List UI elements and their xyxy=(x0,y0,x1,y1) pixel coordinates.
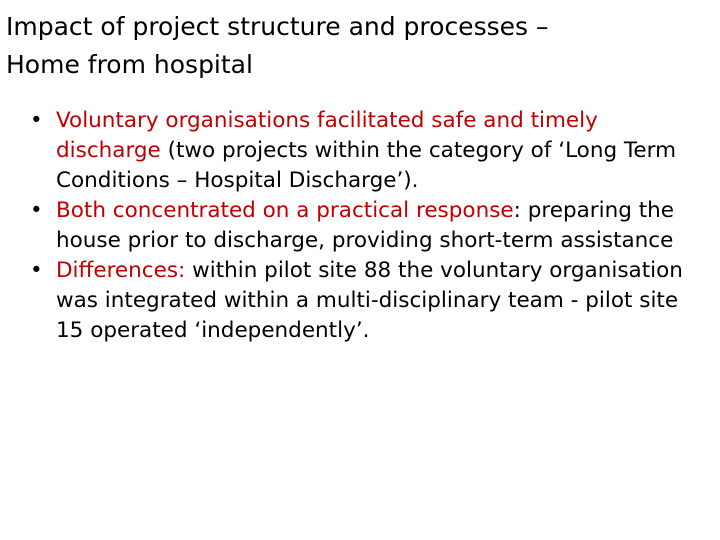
bullet-2-text: : preparing the house prior to discharge, providing short-term assistance xyxy=(56,198,674,253)
bullet-3-text: within pilot site 88 the voluntary organisation was integrated within a multi-disciplinary team - pilot site 15 operated ‘independently’. xyxy=(56,258,683,343)
slide-title xyxy=(6,8,711,84)
bullet-1-text: (two projects within the category of ‘Long Term Conditions – Hospital Discharge’). xyxy=(56,138,677,193)
title-line-2: Home from hospital xyxy=(6,50,253,79)
bullet-list xyxy=(30,106,706,346)
bullet-item-3 xyxy=(30,256,706,346)
bullet-dot-icon: • xyxy=(30,108,43,133)
bullet-item-1 xyxy=(30,106,706,196)
bullet-dot-icon: • xyxy=(30,258,43,283)
bullet-2-highlight: Both concentrated on a practical response xyxy=(56,198,514,223)
title-line-1: Impact of project structure and processes – xyxy=(6,12,549,41)
bullet-dot-icon: • xyxy=(30,198,43,223)
bullet-3-highlight: Differences: xyxy=(56,258,186,283)
bullet-1-highlight: Voluntary organisations facilitated safe and timely discharge xyxy=(56,108,598,163)
bullet-item-2 xyxy=(30,196,706,256)
